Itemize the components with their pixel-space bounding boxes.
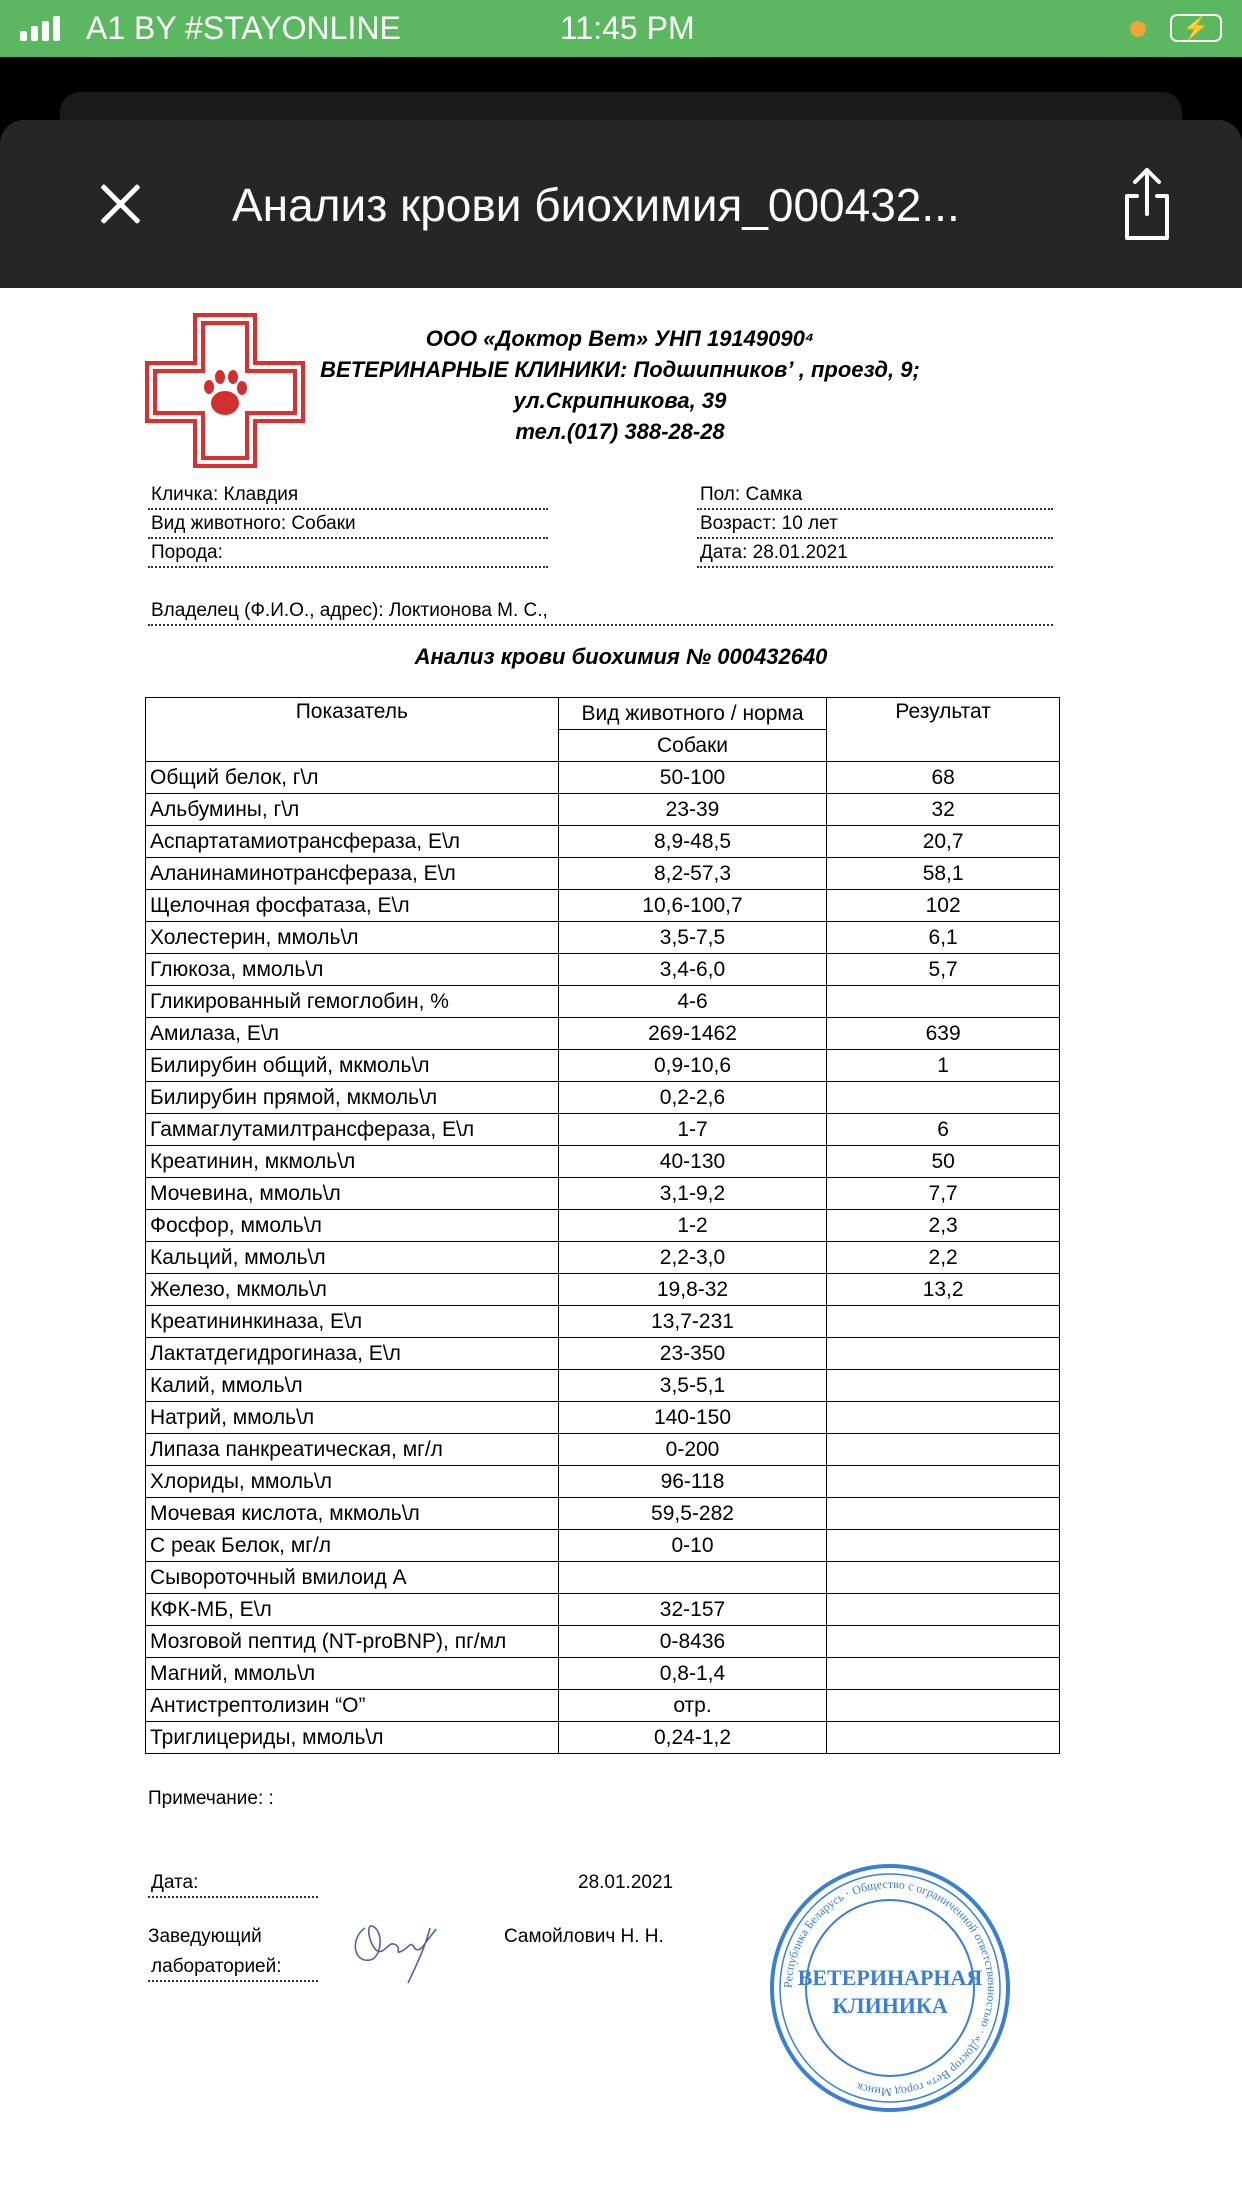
clinic-logo [145, 313, 305, 468]
cell-param: Антистрептолизин “О” [146, 1690, 559, 1722]
viewer-header [0, 120, 1242, 288]
cell-norm: 4-6 [558, 986, 827, 1018]
cell-param: Гликированный гемоглобин, % [146, 986, 559, 1018]
head-label-1: Заведующий [148, 1926, 262, 1947]
cell-result [827, 986, 1060, 1018]
cell-result: 639 [827, 1018, 1060, 1050]
cell-result [827, 1082, 1060, 1114]
table-row [146, 1050, 1060, 1082]
cell-param: Аспартатамиотрансфераза, Е\л [146, 826, 559, 858]
cell-norm: 140-150 [558, 1402, 827, 1434]
share-icon[interactable] [1115, 166, 1179, 242]
table-row [146, 762, 1060, 794]
table-row [146, 1626, 1060, 1658]
table-row [146, 922, 1060, 954]
svg-text:ВЕТЕРИНАРНАЯ: ВЕТЕРИНАРНАЯ [797, 1965, 983, 1990]
header-norm: Вид животного / норма [558, 698, 827, 730]
footer-date-value: 28.01.2021 [578, 1872, 674, 1893]
cell-param: Фосфор, ммоль\л [146, 1210, 559, 1242]
table-row [146, 986, 1060, 1018]
cell-result [827, 1594, 1060, 1626]
cell-norm: 32-157 [558, 1594, 827, 1626]
cell-param: С реак Белок, мг/л [146, 1530, 559, 1562]
cell-param: Мочевина, ммоль\л [146, 1178, 559, 1210]
cell-param: Билирубин общий, мкмоль\л [146, 1050, 559, 1082]
cell-param: Глюкоза, ммоль\л [146, 954, 559, 986]
table-row [146, 1114, 1060, 1146]
cell-param: Хлориды, ммоль\л [146, 1466, 559, 1498]
svg-text:КЛИНИКА: КЛИНИКА [832, 1993, 948, 2018]
cell-result: 20,7 [827, 826, 1060, 858]
cell-result: 5,7 [827, 954, 1060, 986]
pet-name: Кличка: Клавдия [148, 482, 548, 510]
cell-result [827, 1626, 1060, 1658]
cell-result: 2,3 [827, 1210, 1060, 1242]
cell-param: Билирубин прямой, мкмоль\л [146, 1082, 559, 1114]
table-row [146, 1498, 1060, 1530]
results-table [145, 697, 1060, 1754]
cell-norm: 0-10 [558, 1530, 827, 1562]
cell-param: Амилаза, Е\л [146, 1018, 559, 1050]
cell-norm: 23-39 [558, 794, 827, 826]
cell-norm: 96-118 [558, 1466, 827, 1498]
cell-result [827, 1658, 1060, 1690]
cell-norm: 19,8-32 [558, 1274, 827, 1306]
table-row [146, 1594, 1060, 1626]
cell-result: 32 [827, 794, 1060, 826]
cell-result [827, 1562, 1060, 1594]
table-row [146, 1018, 1060, 1050]
table-row [146, 794, 1060, 826]
close-icon[interactable] [92, 176, 148, 232]
cell-result [827, 1530, 1060, 1562]
cell-result: 13,2 [827, 1274, 1060, 1306]
table-row [146, 1690, 1060, 1722]
cell-result [827, 1306, 1060, 1338]
cell-norm: 13,7-231 [558, 1306, 827, 1338]
header-param: Показатель [146, 698, 559, 762]
sex: Пол: Самка [697, 482, 1053, 510]
cell-result [827, 1370, 1060, 1402]
cell-result: 6 [827, 1114, 1060, 1146]
org-line: тел.(017) 388-28-28 [515, 419, 725, 444]
cell-norm: 3,5-5,1 [558, 1370, 827, 1402]
analysis-title: Анализ крови биохимия № 000432640 [414, 644, 828, 669]
table-row [146, 1434, 1060, 1466]
org-line: ул.Скрипникова, 39 [513, 388, 727, 413]
cell-norm: 269-1462 [558, 1018, 827, 1050]
document-title: Анализ крови биохимия_000432... [232, 179, 960, 231]
table-row [146, 826, 1060, 858]
cell-result [827, 1690, 1060, 1722]
table-row [146, 1402, 1060, 1434]
cell-param: КФК-МБ, Е\л [146, 1594, 559, 1626]
cell-param: Гаммаглутамилтрансфераза, Е\л [146, 1114, 559, 1146]
note: Примечание: : [148, 1788, 274, 1809]
header-result: Результат [827, 698, 1060, 762]
battery-charging-icon: ⚡ [1170, 14, 1222, 42]
cell-norm: отр. [558, 1690, 827, 1722]
table-row [146, 1658, 1060, 1690]
org-line: ВЕТЕРИНАРНЫЕ КЛИНИКИ: Подшипников’ , проезд, 9; [320, 357, 920, 382]
cell-result: 102 [827, 890, 1060, 922]
carrier: A1 BY #STAYONLINE [86, 10, 401, 46]
cell-norm: 0-8436 [558, 1626, 827, 1658]
cell-param: Мочевая кислота, мкмоль\л [146, 1498, 559, 1530]
table-row [146, 1274, 1060, 1306]
cell-param: Лактатдегидрогиназа, Е\л [146, 1338, 559, 1370]
cell-norm: 8,9-48,5 [558, 826, 827, 858]
cell-param: Липаза панкреатическая, мг/л [146, 1434, 559, 1466]
table-row [146, 1466, 1060, 1498]
clinic-header [320, 323, 920, 447]
table-row [146, 1722, 1060, 1754]
cell-norm: 0,2-2,6 [558, 1082, 827, 1114]
table-row [146, 1530, 1060, 1562]
cell-result: 1 [827, 1050, 1060, 1082]
table-row [146, 1338, 1060, 1370]
cell-result [827, 1338, 1060, 1370]
cell-param: Креатинин, мкмоль\л [146, 1146, 559, 1178]
cell-result: 2,2 [827, 1242, 1060, 1274]
org-line: ООО «Доктор Вет» УНП 19149090⁴ [425, 326, 815, 351]
cell-param: Натрий, ммоль\л [146, 1402, 559, 1434]
cell-result: 7,7 [827, 1178, 1060, 1210]
cell-param: Мозговой пептид (NT-proBNP), пг/мл [146, 1626, 559, 1658]
cell-norm: 0-200 [558, 1434, 827, 1466]
table-row [146, 1242, 1060, 1274]
cell-result [827, 1722, 1060, 1754]
footer-date-label: Дата: [148, 1870, 318, 1898]
cell-result [827, 1466, 1060, 1498]
cell-norm: 23-350 [558, 1338, 827, 1370]
cell-norm: 50-100 [558, 762, 827, 794]
table-row [146, 1210, 1060, 1242]
table-row [146, 890, 1060, 922]
signature [345, 1908, 455, 1988]
cell-norm: 0,9-10,6 [558, 1050, 827, 1082]
cell-norm: 40-130 [558, 1146, 827, 1178]
cell-param: Общий белок, г\л [146, 762, 559, 794]
table-row [146, 1178, 1060, 1210]
cell-result: 6,1 [827, 922, 1060, 954]
cell-norm: 10,6-100,7 [558, 890, 827, 922]
cell-norm: 0,8-1,4 [558, 1658, 827, 1690]
clinic-stamp [765, 1863, 1015, 2113]
cell-result [827, 1402, 1060, 1434]
cell-param: Триглицериды, ммоль\л [146, 1722, 559, 1754]
owner: Владелец (Ф.И.О., адрес): Локтионова М. С., [148, 598, 1053, 626]
cell-norm: 1-2 [558, 1210, 827, 1242]
cell-param: Холестерин, ммоль\л [146, 922, 559, 954]
cell-param: Железо, мкмоль\л [146, 1274, 559, 1306]
cell-param: Щелочная фосфатаза, Е\л [146, 890, 559, 922]
table-row [146, 1562, 1060, 1594]
table-row [146, 1146, 1060, 1178]
cell-norm: 59,5-282 [558, 1498, 827, 1530]
cell-param: Креатининкиназа, Е\л [146, 1306, 559, 1338]
document-page [0, 288, 1242, 2208]
cell-norm: 3,4-6,0 [558, 954, 827, 986]
table-row [146, 858, 1060, 890]
cell-norm: 0,24-1,2 [558, 1722, 827, 1754]
status-bar [0, 0, 1242, 57]
signal-icon [20, 16, 60, 41]
table-row [146, 1082, 1060, 1114]
cell-param: Альбумины, г\л [146, 794, 559, 826]
cell-param: Калий, ммоль\л [146, 1370, 559, 1402]
table-row [146, 1370, 1060, 1402]
cell-norm: 8,2-57,3 [558, 858, 827, 890]
cell-param: Аланинаминотрансфераза, Е\л [146, 858, 559, 890]
head-name: Самойлович Н. Н. [504, 1926, 664, 1947]
clock: 11:45 PM [560, 10, 695, 46]
cell-param: Кальций, ммоль\л [146, 1242, 559, 1274]
svg-text:Республика Беларусь · Общество: Республика Беларусь · Общество с ограниченной ответственностью · «Доктор Вет» город Минск [780, 1876, 1000, 2100]
recording-dot-icon [1130, 21, 1146, 37]
cell-norm [558, 1562, 827, 1594]
cell-param: Магний, ммоль\л [146, 1658, 559, 1690]
table-row [146, 954, 1060, 986]
cell-result: 68 [827, 762, 1060, 794]
cell-result [827, 1498, 1060, 1530]
age: Возраст: 10 лет [697, 511, 1053, 539]
cell-norm: 3,5-7,5 [558, 922, 827, 954]
cell-norm: 2,2-3,0 [558, 1242, 827, 1274]
species: Вид животного: Собаки [148, 511, 548, 539]
cell-param: Сывороточный вмилоид А [146, 1562, 559, 1594]
cell-result [827, 1434, 1060, 1466]
head-label-2: лабораторией: [148, 1954, 318, 1982]
cell-result: 50 [827, 1146, 1060, 1178]
cell-norm: 3,1-9,2 [558, 1178, 827, 1210]
header-species: Собаки [558, 730, 827, 762]
cell-result: 58,1 [827, 858, 1060, 890]
cell-norm: 1-7 [558, 1114, 827, 1146]
table-row [146, 1306, 1060, 1338]
date: Дата: 28.01.2021 [697, 540, 1053, 568]
breed: Порода: [148, 540, 548, 568]
